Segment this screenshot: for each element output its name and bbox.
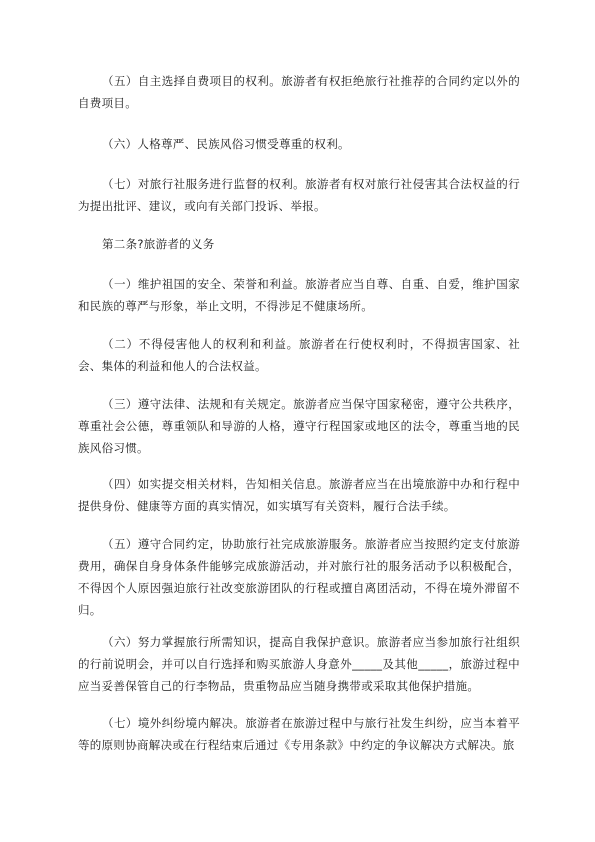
paragraph-duty-2: （二）不得侵害他人的权利和利益。旅游者在行使权利时，不得损害国家、社会、集体的利益和他人的合法权益。 bbox=[78, 337, 520, 373]
paragraph-duty-1: （一）维护祖国的安全、荣誉和利益。旅游者应当自尊、自重、自爱，维护国家和民族的尊严与形象，举止文明，不得涉足不健康场所。 bbox=[78, 277, 520, 313]
paragraph-right-5: （五）自主选择自费项目的权利。旅游者有权拒绝旅行社推荐的合同约定以外的自费项目。 bbox=[78, 74, 520, 110]
paragraph-duty-4: （四）如实提交相关材料，告知相关信息。旅游者应当在出境旅游中办和行程中提供身份、健康等方面的真实情况，如实填写有关资料，履行合法手续。 bbox=[78, 477, 520, 513]
paragraph-right-6: （六）人格尊严、民族风俗习惯受尊重的权利。 bbox=[102, 137, 350, 151]
paragraph-duty-6: （六）努力掌握旅行所需知识，提高自我保护意识。旅游者应当参加旅行社组织的行前说明会，并可以自行选择和购买旅游人身意外_____及其他_____，旅游过程中应当妥善保管自己的行李物品，贵重物品应当随身携带或采取其他保护措施。 bbox=[78, 635, 520, 693]
paragraph-duty-3: （三）遵守法律、法规和有关规定。旅游者应当保守国家秘密，遵守公共秩序，尊重社会公德，尊重领队和导游的人格，遵守行程国家或地区的法令，尊重当地的民族风俗习惯。 bbox=[78, 397, 520, 455]
paragraph-duty-7: （七）境外纠纷境内解决。旅游者在旅游过程中与旅行社发生纠纷，应当本着平等的原则协商解决或在行程结束后通过《专用条款》中约定的争议解决方式解决。旅 bbox=[78, 716, 520, 752]
section-heading-obligations: 第二条?旅游者的义务 bbox=[102, 237, 215, 251]
paragraph-right-7: （七）对旅行社服务进行监督的权利。旅游者有权对旅行社侵害其合法权益的行为提出批评、建议，或向有关部门投诉、举报。 bbox=[78, 177, 520, 213]
paragraph-duty-5: （五）遵守合同约定，协助旅行社完成旅游服务。旅游者应当按照约定支付旅游费用，确保自身身体条件能够完成旅游活动，并对旅行社的服务活动予以积极配合，不得因个人原因强迫旅行社改变旅游团队的行程或擅自离团活动，不得在境外滞留不归。 bbox=[78, 537, 520, 617]
